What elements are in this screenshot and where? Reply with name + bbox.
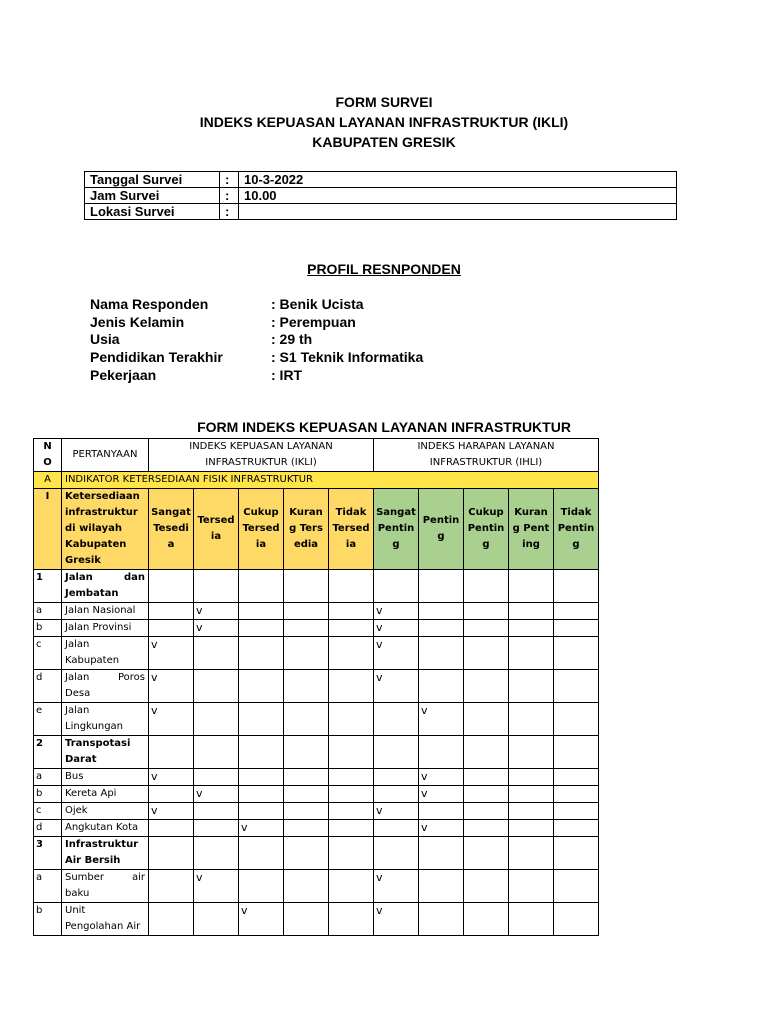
ihli-answer-cell[interactable]: v	[374, 803, 419, 820]
document-title	[0, 92, 768, 152]
col-question-header: PERTANYAAN	[62, 439, 149, 472]
question-text: Bus	[62, 769, 149, 786]
table-row	[34, 703, 599, 736]
row-number: b	[34, 786, 62, 803]
ihli-answer-cell[interactable]	[509, 870, 554, 903]
table-row	[34, 769, 599, 786]
ikli-answer-cell[interactable]	[284, 837, 329, 870]
colon: :	[220, 172, 239, 188]
profile-row	[90, 349, 423, 367]
ikli-answer-cell[interactable]	[284, 769, 329, 786]
ihli-answer-cell[interactable]	[509, 603, 554, 620]
ikli-answer-cell[interactable]	[329, 903, 374, 936]
ikli-answer-cell[interactable]	[239, 603, 284, 620]
profile-row	[90, 331, 423, 349]
ikli-answer-cell[interactable]	[194, 769, 239, 786]
question-text: Ojek	[62, 803, 149, 820]
question-text: Jalan Poros Desa	[62, 670, 149, 703]
table-row	[34, 637, 599, 670]
ikli-answer-cell[interactable]	[239, 786, 284, 803]
age-label: Usia	[90, 331, 120, 348]
row-number: c	[34, 803, 62, 820]
question-text: Transpotasi Darat	[62, 736, 149, 769]
ikli-answer-cell[interactable]: v	[194, 870, 239, 903]
row-number: c	[34, 637, 62, 670]
ikli-option-cukup-tersedia: Cukup Tersedia	[239, 489, 284, 570]
category-row	[34, 736, 599, 769]
ihli-answer-cell[interactable]	[464, 769, 509, 786]
ikli-answer-cell[interactable]	[239, 670, 284, 703]
title-line-1: FORM SURVEI	[335, 94, 433, 110]
survey-location-label: Lokasi Survei	[85, 204, 220, 220]
ihli-answer-cell[interactable]: v	[374, 637, 419, 670]
ihli-answer-cell[interactable]	[554, 637, 599, 670]
ihli-answer-cell[interactable]	[509, 637, 554, 670]
ikli-answer-cell[interactable]	[194, 703, 239, 736]
ihli-answer-cell[interactable]	[374, 837, 419, 870]
question-text: Infrastruktur Air Bersih	[62, 837, 149, 870]
ikli-group-header: INDEKS KEPUASAN LAYANAN INFRASTRUKTUR (IKLI)	[149, 439, 374, 472]
ihli-answer-cell[interactable]: v	[374, 870, 419, 903]
ikli-answer-cell[interactable]	[194, 637, 239, 670]
row-number: d	[34, 670, 62, 703]
ihli-answer-cell[interactable]	[419, 603, 464, 620]
ihli-answer-cell[interactable]	[554, 786, 599, 803]
ihli-answer-cell[interactable]: v	[419, 769, 464, 786]
ihli-answer-cell[interactable]	[554, 803, 599, 820]
col-no-header: N O	[34, 439, 62, 472]
profile-row	[90, 314, 423, 332]
ikli-answer-cell[interactable]	[239, 736, 284, 769]
ihli-answer-cell[interactable]: v	[419, 703, 464, 736]
row-number: 2	[34, 736, 62, 769]
ihli-answer-cell[interactable]: v	[419, 786, 464, 803]
ikli-answer-cell[interactable]	[149, 620, 194, 637]
ikli-answer-cell[interactable]	[284, 736, 329, 769]
ikli-answer-cell[interactable]	[284, 820, 329, 837]
ikli-answer-cell[interactable]: v	[149, 803, 194, 820]
ikli-answer-cell[interactable]	[284, 703, 329, 736]
colon: :	[220, 188, 239, 204]
ihli-answer-cell[interactable]	[554, 903, 599, 936]
ihli-option-penting: Penting	[419, 489, 464, 570]
ihli-answer-cell[interactable]: v	[374, 603, 419, 620]
table-row	[34, 903, 599, 936]
ikli-answer-cell[interactable]	[284, 637, 329, 670]
ikli-answer-cell[interactable]: v	[239, 820, 284, 837]
table-header-row	[34, 439, 599, 472]
ihli-answer-cell[interactable]	[374, 769, 419, 786]
profile-row	[90, 367, 423, 385]
table-row	[34, 670, 599, 703]
row-number: b	[34, 903, 62, 936]
ihli-answer-cell[interactable]	[509, 736, 554, 769]
ikli-answer-cell[interactable]	[329, 736, 374, 769]
ihli-option-kurang-penting: Kurang Penting	[509, 489, 554, 570]
ihli-answer-cell[interactable]	[464, 670, 509, 703]
ihli-answer-cell[interactable]	[554, 620, 599, 637]
row-number: 1	[34, 570, 62, 603]
ihli-option-sangat-penting: Sangat Penting	[374, 489, 419, 570]
question-text: Jalan Lingkungan	[62, 703, 149, 736]
ikli-answer-cell[interactable]: v	[194, 603, 239, 620]
ihli-answer-cell[interactable]	[464, 736, 509, 769]
ihli-answer-cell[interactable]	[419, 637, 464, 670]
ihli-answer-cell[interactable]	[509, 820, 554, 837]
profile-row	[90, 296, 423, 314]
survey-time-label: Jam Survei	[85, 188, 220, 204]
ihli-answer-cell[interactable]	[464, 570, 509, 603]
profile-heading: PROFIL RESNPONDEN	[307, 261, 461, 277]
row-number: a	[34, 870, 62, 903]
ikli-answer-cell[interactable]	[194, 903, 239, 936]
table-row	[34, 803, 599, 820]
ihli-answer-cell[interactable]	[509, 670, 554, 703]
ikli-answer-cell[interactable]	[329, 620, 374, 637]
ihli-answer-cell[interactable]	[509, 786, 554, 803]
ihli-answer-cell[interactable]	[509, 837, 554, 870]
age-value: : 29 th	[271, 331, 313, 348]
table-row	[34, 603, 599, 620]
survey-time-value[interactable]: 10.00	[239, 188, 677, 204]
ikli-answer-cell[interactable]	[239, 703, 284, 736]
ikli-answer-cell[interactable]	[239, 769, 284, 786]
ikli-answer-cell[interactable]	[149, 736, 194, 769]
ihli-answer-cell[interactable]	[419, 670, 464, 703]
gender-value: : Perempuan	[271, 313, 356, 330]
survey-date-value[interactable]: 10-3-2022	[239, 172, 677, 188]
ihli-answer-cell[interactable]	[509, 620, 554, 637]
ihli-answer-cell[interactable]: v	[419, 820, 464, 837]
ihli-answer-cell[interactable]	[464, 786, 509, 803]
ihli-answer-cell[interactable]	[464, 820, 509, 837]
survey-info-table	[84, 171, 677, 220]
ikli-answer-cell[interactable]	[284, 870, 329, 903]
ikli-answer-cell[interactable]	[149, 837, 194, 870]
ihli-answer-cell[interactable]	[419, 837, 464, 870]
ikli-answer-cell[interactable]	[149, 603, 194, 620]
table-row	[34, 870, 599, 903]
ikli-answer-cell[interactable]	[194, 670, 239, 703]
ihli-answer-cell[interactable]	[464, 637, 509, 670]
ihli-option-cukup-penting: Cukup Penting	[464, 489, 509, 570]
ikli-answer-cell[interactable]	[239, 837, 284, 870]
question-text: Sumber air baku	[62, 870, 149, 903]
ihli-answer-cell[interactable]	[464, 803, 509, 820]
ihli-answer-cell[interactable]	[554, 703, 599, 736]
ikli-answer-cell[interactable]: v	[194, 620, 239, 637]
ihli-answer-cell[interactable]	[509, 769, 554, 786]
row-number: a	[34, 769, 62, 786]
respondent-name-label: Nama Responden	[90, 296, 209, 312]
ikli-answer-cell[interactable]	[194, 803, 239, 820]
survey-info-row	[85, 204, 677, 220]
ikli-answer-cell[interactable]	[239, 570, 284, 603]
row-number: 3	[34, 837, 62, 870]
respondent-name-value: : Benik Ucista	[271, 296, 364, 312]
ikli-answer-cell[interactable]	[149, 903, 194, 936]
ikli-option-kurang-tersedia: Kurang Tersedia	[284, 489, 329, 570]
ikli-answer-cell[interactable]	[329, 820, 374, 837]
question-text: Angkutan Kota	[62, 820, 149, 837]
colon: :	[220, 204, 239, 220]
question-text: Jalan Kabupaten	[62, 637, 149, 670]
ihli-answer-cell[interactable]	[419, 620, 464, 637]
ikli-answer-cell[interactable]: v	[194, 786, 239, 803]
gender-label: Jenis Kelamin	[90, 313, 185, 330]
ihli-answer-cell[interactable]	[509, 570, 554, 603]
ihli-answer-cell[interactable]: v	[374, 903, 419, 936]
table-row	[34, 786, 599, 803]
ikli-answer-cell[interactable]	[194, 736, 239, 769]
ikli-answer-cell[interactable]	[284, 620, 329, 637]
survey-table	[33, 438, 599, 936]
ihli-answer-cell[interactable]: v	[374, 620, 419, 637]
ikli-answer-cell[interactable]: v	[149, 637, 194, 670]
question-text: Jalan Provinsi	[62, 620, 149, 637]
ihli-answer-cell[interactable]	[464, 703, 509, 736]
ikli-answer-cell[interactable]	[284, 603, 329, 620]
education-value: : S1 Teknik Informatika	[271, 349, 424, 366]
ihli-answer-cell[interactable]	[464, 870, 509, 903]
occupation-value: : IRT	[271, 366, 303, 383]
ikli-answer-cell[interactable]	[239, 870, 284, 903]
ihli-answer-cell[interactable]	[419, 903, 464, 936]
ihli-answer-cell[interactable]	[509, 703, 554, 736]
table-row	[34, 620, 599, 637]
question-text: Kereta Api	[62, 786, 149, 803]
survey-info-row	[85, 188, 677, 204]
ikli-answer-cell[interactable]	[149, 570, 194, 603]
ihli-answer-cell[interactable]	[554, 769, 599, 786]
ihli-answer-cell[interactable]	[554, 670, 599, 703]
ikli-answer-cell[interactable]	[329, 603, 374, 620]
ikli-option-sangat-tersedia: Sangat Tesedia	[149, 489, 194, 570]
ihli-answer-cell[interactable]	[554, 837, 599, 870]
ikli-answer-cell[interactable]	[329, 769, 374, 786]
ikli-answer-cell[interactable]	[284, 570, 329, 603]
table-row	[34, 820, 599, 837]
ihli-answer-cell[interactable]	[554, 870, 599, 903]
form-heading: FORM INDEKS KEPUASAN LAYANAN INFRASTRUKTUR	[197, 419, 571, 435]
survey-info-row	[85, 172, 677, 188]
ihli-answer-cell[interactable]	[554, 570, 599, 603]
ikli-answer-cell[interactable]	[194, 820, 239, 837]
ikli-answer-cell[interactable]	[284, 670, 329, 703]
ihli-answer-cell[interactable]	[419, 736, 464, 769]
ikli-answer-cell[interactable]	[329, 870, 374, 903]
ihli-answer-cell[interactable]	[374, 820, 419, 837]
ihli-answer-cell[interactable]	[464, 837, 509, 870]
section-code: A	[34, 472, 62, 489]
ikli-option-tidak-tersedia: Tidak Tersedia	[329, 489, 374, 570]
ihli-group-header: INDEKS HARAPAN LAYANAN INFRASTRUKTUR (IHLI)	[374, 439, 599, 472]
question-text: Jalan Nasional	[62, 603, 149, 620]
ikli-answer-cell[interactable]	[239, 803, 284, 820]
section-title: INDIKATOR KETERSEDIAAN FISIK INFRASTRUKTUR	[62, 472, 599, 489]
ihli-answer-cell[interactable]	[419, 570, 464, 603]
ikli-answer-cell[interactable]: v	[239, 903, 284, 936]
ihli-answer-cell[interactable]	[374, 570, 419, 603]
ihli-answer-cell[interactable]	[419, 803, 464, 820]
ihli-answer-cell[interactable]	[464, 903, 509, 936]
ikli-answer-cell[interactable]: v	[149, 769, 194, 786]
row-number: e	[34, 703, 62, 736]
ikli-answer-cell[interactable]	[329, 703, 374, 736]
occupation-label: Pekerjaan	[90, 366, 157, 383]
question-text: Jalan dan Jembatan	[62, 570, 149, 603]
ikli-answer-cell[interactable]	[239, 637, 284, 670]
ihli-answer-cell[interactable]	[374, 703, 419, 736]
ikli-answer-cell[interactable]	[284, 903, 329, 936]
ikli-answer-cell[interactable]	[194, 570, 239, 603]
ikli-answer-cell[interactable]	[329, 570, 374, 603]
survey-location-value[interactable]	[239, 204, 677, 220]
row-number: d	[34, 820, 62, 837]
ikli-answer-cell[interactable]	[149, 870, 194, 903]
ikli-answer-cell[interactable]	[284, 786, 329, 803]
ihli-option-tidak-penting: Tidak Penting	[554, 489, 599, 570]
indicator-row	[34, 489, 599, 570]
ihli-answer-cell[interactable]	[554, 736, 599, 769]
ikli-option-tersedia: Tersedia	[194, 489, 239, 570]
ihli-answer-cell[interactable]	[554, 603, 599, 620]
question-text: Unit Pengolahan Air	[62, 903, 149, 936]
ihli-answer-cell[interactable]	[509, 903, 554, 936]
ihli-answer-cell[interactable]	[554, 820, 599, 837]
ikli-answer-cell[interactable]	[329, 786, 374, 803]
education-label: Pendidikan Terakhir	[90, 349, 223, 366]
ikli-answer-cell[interactable]	[239, 620, 284, 637]
row-number: a	[34, 603, 62, 620]
ikli-answer-cell[interactable]	[194, 837, 239, 870]
ikli-answer-cell[interactable]	[149, 820, 194, 837]
ihli-answer-cell[interactable]	[419, 870, 464, 903]
ihli-answer-cell[interactable]	[464, 603, 509, 620]
ikli-answer-cell[interactable]	[329, 670, 374, 703]
section-row	[34, 472, 599, 489]
ikli-answer-cell[interactable]	[284, 803, 329, 820]
survey-date-label: Tanggal Survei	[85, 172, 220, 188]
ihli-answer-cell[interactable]	[374, 786, 419, 803]
title-line-3: KABUPATEN GRESIK	[312, 134, 456, 150]
ikli-answer-cell[interactable]	[329, 803, 374, 820]
ikli-answer-cell[interactable]	[149, 786, 194, 803]
ihli-answer-cell[interactable]	[509, 803, 554, 820]
ihli-answer-cell[interactable]	[374, 736, 419, 769]
title-line-2: INDEKS KEPUASAN LAYANAN INFRASTRUKTUR (IKLI)	[199, 114, 569, 130]
ikli-answer-cell[interactable]: v	[149, 670, 194, 703]
category-row	[34, 570, 599, 603]
indicator-text: Ketersediaan infrastruktur di wilayah Kabupaten Gresik	[62, 489, 149, 570]
row-number: b	[34, 620, 62, 637]
ihli-answer-cell[interactable]: v	[374, 670, 419, 703]
profile-list	[90, 296, 423, 384]
ikli-answer-cell[interactable]	[329, 637, 374, 670]
category-row	[34, 837, 599, 870]
ikli-answer-cell[interactable]	[329, 837, 374, 870]
ikli-answer-cell[interactable]: v	[149, 703, 194, 736]
indicator-code: I	[34, 489, 62, 570]
ihli-answer-cell[interactable]	[464, 620, 509, 637]
